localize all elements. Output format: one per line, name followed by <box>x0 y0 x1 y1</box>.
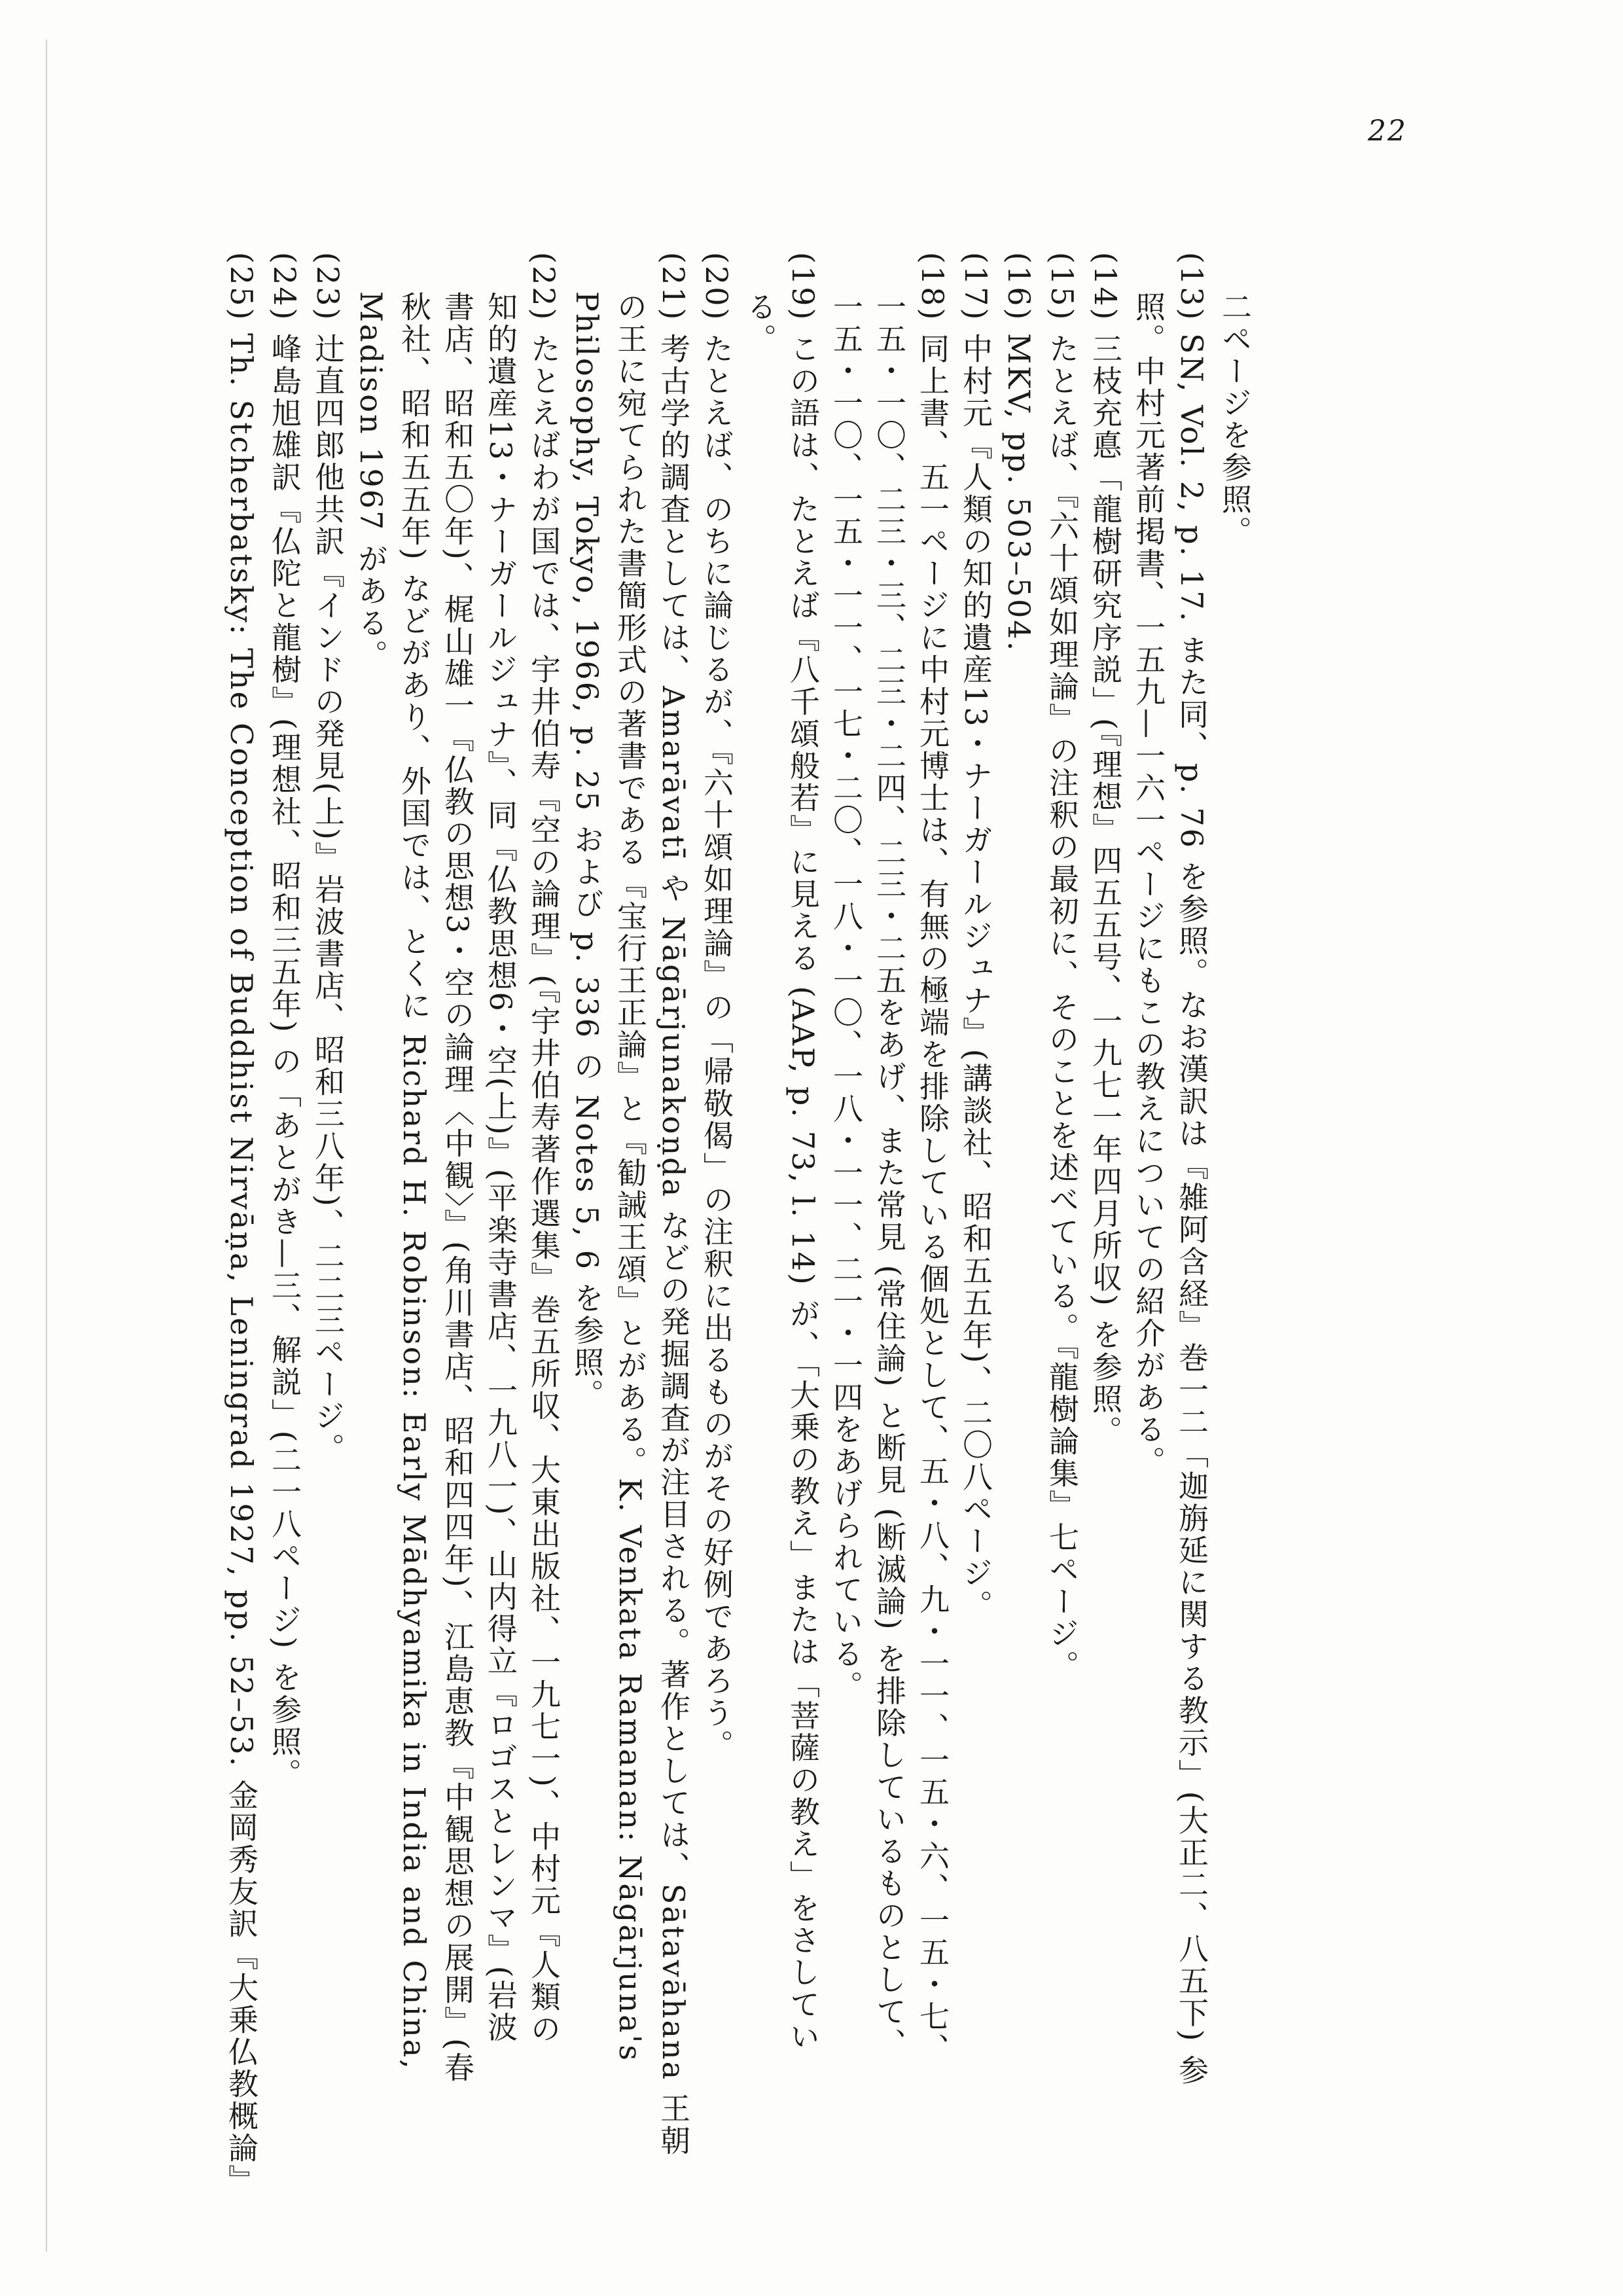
note-line: の王に宛てられた書簡形式の著書である『宝行王正論』と『勧誡王頌』とがある。K. Venkata Ramanan: Nāgārjuna's <box>613 291 648 2062</box>
note-line: (21) 考古学的調査としては、Amarāvatī や Nāgārjunakoṇḍa などの発掘調査が注目される。著作としては、Sātavāhana 王朝 <box>656 252 691 2157</box>
binding-edge <box>46 39 47 2251</box>
note-line: 一五・一〇、二三・三、二三・二四、二三・二五をあげ、また常見 (常住論) と断見 (断滅論) を排除しているものとして、 <box>872 291 907 2060</box>
note-line: (24) 峰島旭雄訳『仏陀と龍樹』(理想社、昭和三五年) の「あとがき—三、解説」(二一八ページ) を参照。 <box>267 252 302 1791</box>
note-line: (16) MKV, pp. 503–504. <box>1001 252 1037 653</box>
note-line: 書店、昭和五〇年)、梶山雄一『仏教の思想3・空の論理〈中観〉』(角川書店、昭和四四年)、江島恵教『中観思想の展開』(春 <box>440 291 475 2085</box>
note-line: 一五・一〇、一五・一一、一七・二〇、一八・一〇、一八・一一、二一・一四をあげられている。 <box>829 291 864 1702</box>
note-line: Philosophy, Tokyo, 1966, p. 25 および p. 336 の Notes 5, 6 を参照。 <box>569 291 605 1411</box>
note-line: (17) 中村元『人類の知的遺産13・ナーガールジュナ』(講談社、昭和五五年)、二〇八ページ。 <box>958 252 993 1622</box>
note-line: 二ページを参照。 <box>1217 291 1253 548</box>
note-line: る。 <box>742 291 777 355</box>
note-line: (23) 辻直四郎他共訳『インドの発見(上)』岩波書店、昭和三八年)、二二三ページ。 <box>310 252 346 1465</box>
footnotes-block <box>220 252 1257 2197</box>
note-line: (15) たとえば、『六十頌如理論』の注釈の最初に、そのことを述べている。『龍樹論集』七ページ。 <box>1044 252 1080 1683</box>
note-line: (22) たとえばわが国では、宇井伯寿『空の論理』(『宇井伯寿著作選集』巻五所収、大東出版社、一九七一)、中村元『人類の <box>526 252 562 2045</box>
note-line: (14) 三枝充悳「龍樹研究序説」(『理想』四五五号、一九七一年四月所収) を参照。 <box>1088 252 1123 1448</box>
note-line: 秋社、昭和五五年) などがあり、外国では、とくに Richard H. Robinson: Early Mādhyamika in India and China, <box>397 291 432 2071</box>
note-line: (20) たとえば、のちに論じるが、『六十頌如理論』の「帰敬偈」の注釈に出るものがその好例であろう。 <box>699 252 734 1762</box>
note-line: (13) SN, Vol. 2, p. 17. また同、p. 76 を参照。なお漢訳は『雑阿含経』巻一二「迦旃延に関する教示」(大正二、八五下) 参 <box>1174 252 1209 2087</box>
note-line: (19) この語は、たとえば『八千頌般若』に見える (AAP, p. 73, l. 14) が、「大乗の教え」または「菩薩の教え」をさしてい <box>785 252 821 2053</box>
note-line: 知的遺産13・ナーガールジュナ』、同『仏教思想6・空(上)』(平楽寺書店、一九八一)、山内得立『ロゴスとレンマ』(岩波 <box>483 291 518 2044</box>
note-line: 照。中村元著前掲書、一五九—一六一ページにもこの教えについての紹介がある。 <box>1131 291 1166 1478</box>
note-line: (25) Th. Stcherbatsky: The Conception of Buddhist Nirvāṇa, Leningrad 1927, pp. 52–53. 金岡秀友訳『大乗仏教概論』 <box>224 252 259 2197</box>
note-line: Madison 1967 がある。 <box>353 291 389 672</box>
note-line: (18) 同上書、五一ページに中村元博士は、有無の極端を排除している個処として、五・八、九・一一、一五・六、一五・七、 <box>915 252 950 2066</box>
page-number: 22 <box>1368 115 1407 148</box>
